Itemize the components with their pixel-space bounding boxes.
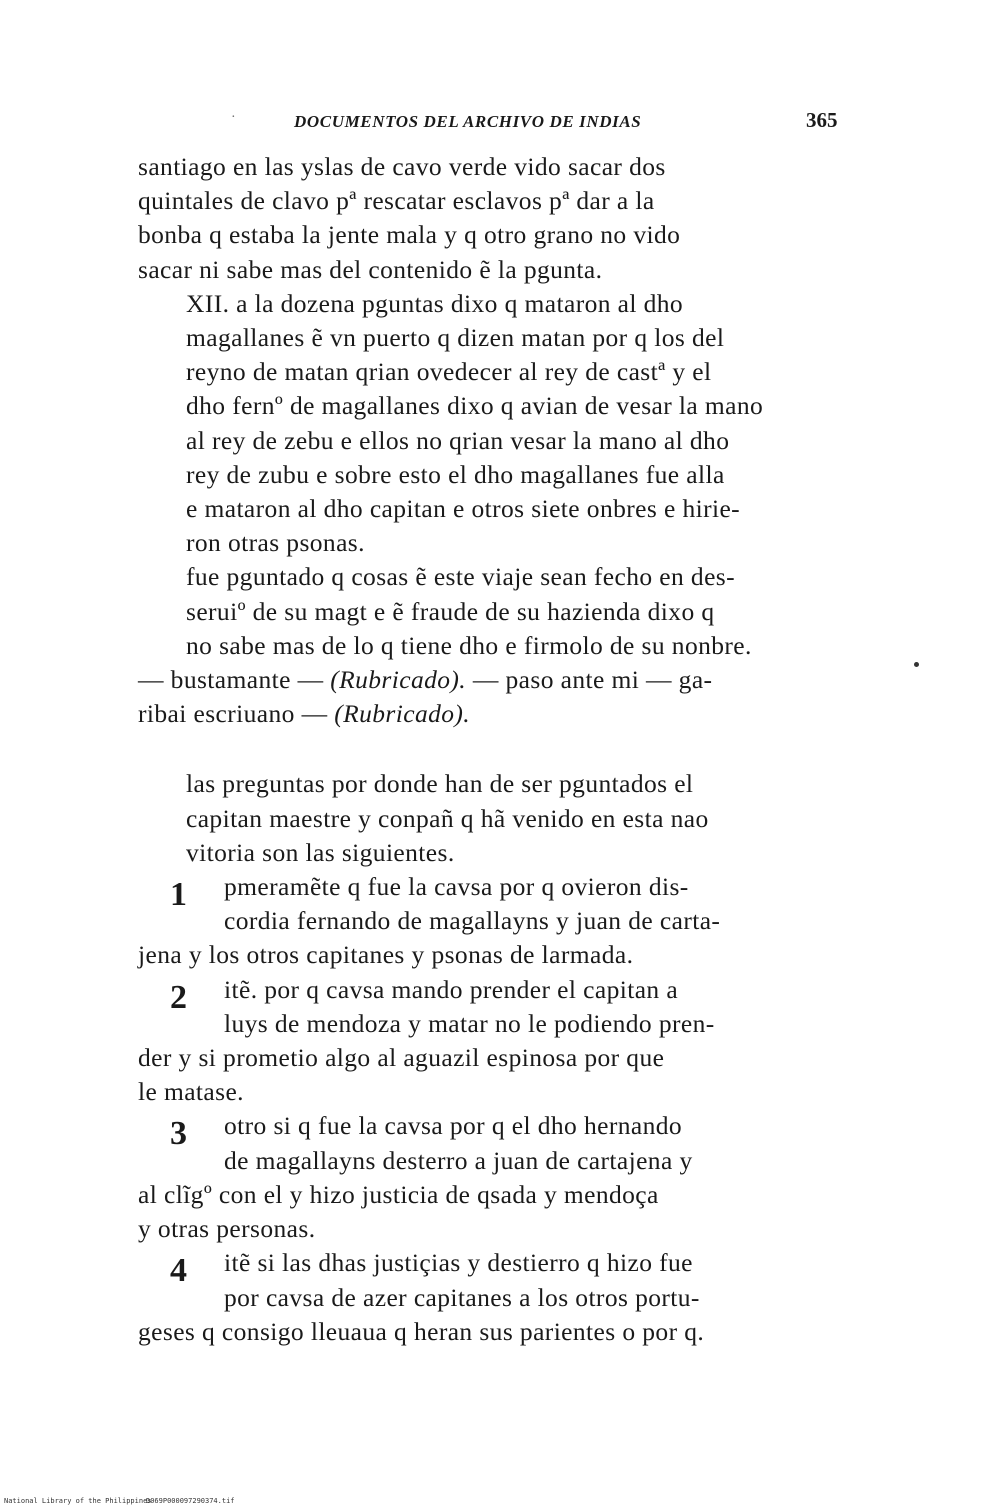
signature-name: — bustamante —: [138, 665, 324, 695]
text-line: XII. a la dozena pguntas dixo q mataron al dho: [186, 288, 684, 318]
paragraph-testimony-end: [138, 150, 838, 287]
signature-line: [138, 697, 838, 731]
page-number: 365: [806, 108, 838, 132]
text-line: sacar ni sabe mas del contenido ẽ la pgunta.: [138, 254, 603, 284]
header-mark: ·: [231, 110, 236, 125]
paragraph-question-xii: [138, 287, 838, 561]
text-line: der y si prometio algo al aguazil espinosa por que: [138, 1043, 665, 1073]
text-line: reyno de matan qrian ovedecer al rey de castª y el: [186, 357, 712, 387]
text-line: pmeramẽte q fue la cavsa por q ovieron dis-: [224, 872, 689, 902]
text-line: por cavsa de azer capitanes a los otros portu-: [224, 1282, 700, 1312]
signature-witness: — paso ante mi — ga-: [472, 665, 713, 695]
text-line: e mataron al dho capitan e otros siete onbres e hirie-: [186, 494, 741, 524]
rubric-note: (Rubricado).: [334, 699, 471, 729]
text-line: vitoria son las siguientes.: [186, 837, 455, 867]
text-line: bonba q estaba la jente mala y q otro grano no vido: [138, 220, 681, 250]
text-line: al rey de zebu e ellos no qrian vesar la mano al dho: [186, 425, 730, 455]
question-number: 1: [170, 876, 188, 914]
page-header: [0, 108, 988, 138]
text-line: no sabe mas de lo q tiene dho e firmolo de su nonbre.: [186, 630, 752, 660]
text-line: jena y los otros capitanes y psonas de larmada.: [138, 940, 634, 970]
text-line: quintales de clavo pª rescatar esclavos pª dar a la: [138, 186, 655, 216]
signature-scribe: ribai escriuano —: [138, 699, 328, 729]
text-line: las preguntas por donde han de ser pguntados el: [186, 769, 694, 799]
paragraph-closing-signature: [138, 560, 838, 731]
section-gap: [138, 731, 838, 767]
text-line: al clĩgº con el y hizo justicia de qsada y mendoça: [138, 1179, 659, 1209]
text-line: fue pguntado q cosas ẽ este viaje sean fecho en des-: [186, 562, 736, 592]
document-body: [138, 150, 838, 1349]
question-item-1: [138, 870, 838, 973]
text-line: itẽ si las dhas justiçias y destierro q hizo fue: [224, 1248, 693, 1278]
question-item-4: [138, 1246, 838, 1349]
scan-footer: [0, 1497, 988, 1507]
question-number: 4: [170, 1252, 188, 1290]
margin-speck: [914, 662, 919, 667]
text-line: y otras personas.: [138, 1214, 316, 1244]
text-line: cordia fernando de magallayns y juan de carta-: [224, 906, 721, 936]
text-line: dho fernº de magallanes dixo q avian de vesar la mano: [186, 391, 764, 421]
text-line: otro si q fue la cavsa por q el dho hernando: [224, 1111, 683, 1141]
paragraph-questions-intro: [138, 767, 838, 870]
text-line: magallanes ẽ vn puerto q dizen matan por q los del: [186, 323, 725, 353]
text-line: capitan maestre y conpañ q hã venido en esta nao: [186, 803, 709, 833]
running-title: DOCUMENTOS DEL ARCHIVO DE INDIAS: [294, 112, 642, 131]
question-item-2: [138, 973, 838, 1110]
text-line: rey de zubu e sobre esto el dho magallanes fue alla: [186, 459, 725, 489]
text-line: santiago en las yslas de cavo verde vido sacar dos: [138, 152, 666, 181]
rubric-note: (Rubricado).: [330, 665, 467, 695]
question-number: 3: [170, 1115, 188, 1153]
signature-line: [138, 663, 838, 697]
text-line: geses q consigo lleuaua q heran sus parientes o por q.: [138, 1316, 705, 1346]
footer-institution: National Library of the Philippines: [4, 1497, 152, 1505]
text-line: le matase.: [138, 1077, 244, 1107]
text-line: seruiº de su magt e ẽ fraude de su hazienda dixo q: [186, 596, 715, 626]
question-number: 2: [170, 978, 188, 1016]
text-line: itẽ. por q cavsa mando prender el capitan a: [224, 974, 679, 1004]
footer-filename: D069P000097290374.tif: [146, 1497, 235, 1505]
text-line: ron otras psonas.: [186, 528, 365, 558]
text-line: de magallayns desterro a juan de cartajena y: [224, 1145, 693, 1175]
text-line: luys de mendoza y matar no le podiendo pren-: [224, 1008, 715, 1038]
question-item-3: [138, 1109, 838, 1246]
